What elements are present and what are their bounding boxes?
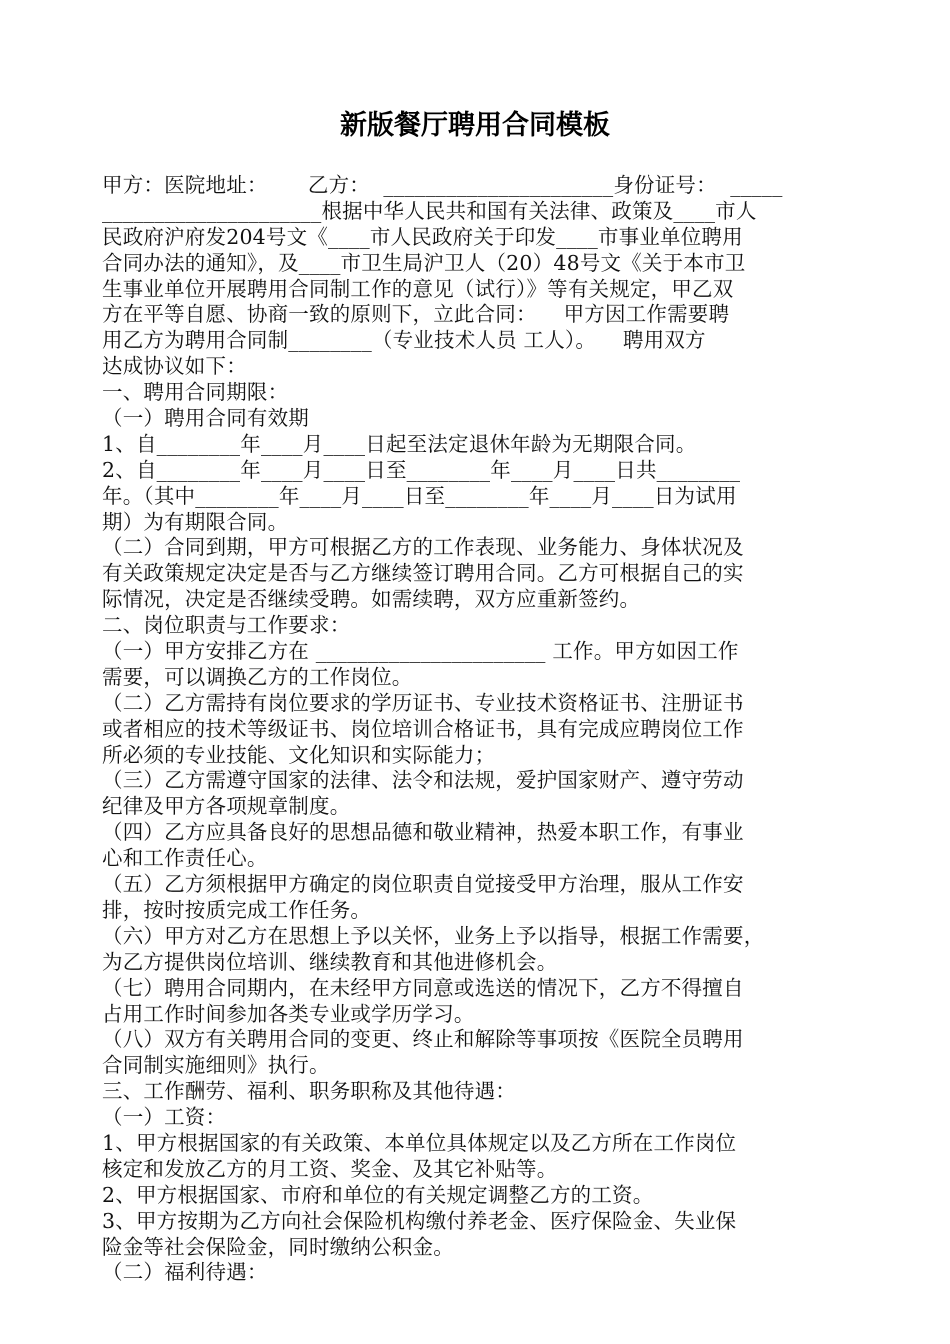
body-line: 民政府沪府发204号文《____市人民政府关于印发____市事业单位聘用 [102,224,743,249]
body-line: （七）聘用合同期内，在未经甲方同意或选送的情况下，乙方不得擅自 [102,975,744,1000]
body-line: （八）双方有关聘用合同的变更、终止和解除等事项按《医院全员聘用 [102,1027,744,1052]
document-title: 新版餐厅聘用合同模板 [340,110,610,141]
body-line: （四）乙方应具备良好的思想品德和敬业精神，热爱本职工作，有事业 [102,820,744,845]
body-line: _____________________根据中华人民共和国有关法律、政策及____市人 [102,198,757,223]
body-line: 达成协议如下： [102,354,247,379]
body-line: 用乙方为聘用合同制________（专业技术人员 工人）。 聘用双方 [102,328,706,353]
body-line: 际情况，决定是否继续受聘。如需续聘，双方应重新签约。 [102,587,641,612]
body-line: 险金等社会保险金，同时缴纳公积金。 [102,1234,454,1259]
body-line: 1、甲方根据国家的有关政策、本单位具体规定以及乙方所在工作岗位 [102,1130,737,1155]
body-line: （六）甲方对乙方在思想上予以关怀，业务上予以指导，根据工作需要， [102,923,765,948]
body-line: 一、聘用合同期限： [102,380,289,405]
body-line: 所必须的专业技能、文化知识和实际能力； [102,742,496,767]
body-line: 方在平等自愿、协商一致的原则下，立此合同： 甲方因工作需要聘 [102,302,730,327]
body-line: 为乙方提供岗位培训、继续教育和其他进修机会。 [102,949,558,974]
body-line: 占用工作时间参加各类专业或学历学习。 [102,1001,475,1026]
body-line: （五）乙方须根据甲方确定的岗位职责自觉接受甲方治理，服从工作安 [102,872,744,897]
body-line: 2、甲方根据国家、市府和单位的有关规定调整乙方的工资。 [102,1182,654,1207]
body-line: 合同办法的通知》，及____市卫生局沪卫人（20）48号文《关于本市卫 [102,250,746,275]
body-line: （三）乙方需遵守国家的法律、法令和法规，爱护国家财产、遵守劳动 [102,768,744,793]
body-line: 三、工作酬劳、福利、职务职称及其他待遇： [102,1079,516,1104]
body-line: （二）乙方需持有岗位要求的学历证书、专业技术资格证书、注册证书 [102,690,744,715]
body-line: 3、甲方按期为乙方向社会保险机构缴付养老金、医疗保险金、失业保 [102,1208,737,1233]
body-line: 合同制实施细则》执行。 [102,1053,330,1078]
body-line: （一）聘用合同有效期 [102,406,309,431]
body-line: 有关政策规定决定是否与乙方继续签订聘用合同。乙方可根据自己的实 [102,561,744,586]
body-line: 甲方：医院地址： 乙方： ______________________身份证号： _____ [102,173,783,197]
body-line: （二）福利待遇： [102,1260,268,1285]
body-line: 纪律及甲方各项规章制度。 [102,794,351,819]
body-line: 二、岗位职责与工作要求： [102,613,351,638]
body-line: 1、自________年____月____日起至法定退休年龄为无期限合同。 [102,431,697,456]
body-line: 核定和发放乙方的月工资、奖金、及其它补贴等。 [102,1156,558,1181]
body-line: 或者相应的技术等级证书、岗位培训合格证书，具有完成应聘岗位工作 [102,716,744,741]
body-line: （一）工资： [102,1105,227,1130]
body-line: （一）甲方安排乙方在 ______________________ 工作。甲方如因工作 [102,639,739,664]
body-line: 生事业单位开展聘用合同制工作的意见（试行）》等有关规定，甲乙双 [102,276,734,301]
body-line: 2、自________年____月____日至________年____月____日共________ [102,457,741,482]
body-line: （二）合同到期，甲方可根据乙方的工作表现、业务能力、身体状况及 [102,535,744,560]
contract-body [102,173,852,1286]
body-line: 心和工作责任心。 [102,846,268,871]
body-line: 排，按时按质完成工作任务。 [102,897,372,922]
body-line: 年。（其中________年____月____日至________年____月____日为试用 [102,483,737,508]
body-line: 期）为有期限合同。 [102,509,289,534]
body-line: 需要，可以调换乙方的工作岗位。 [102,664,413,689]
